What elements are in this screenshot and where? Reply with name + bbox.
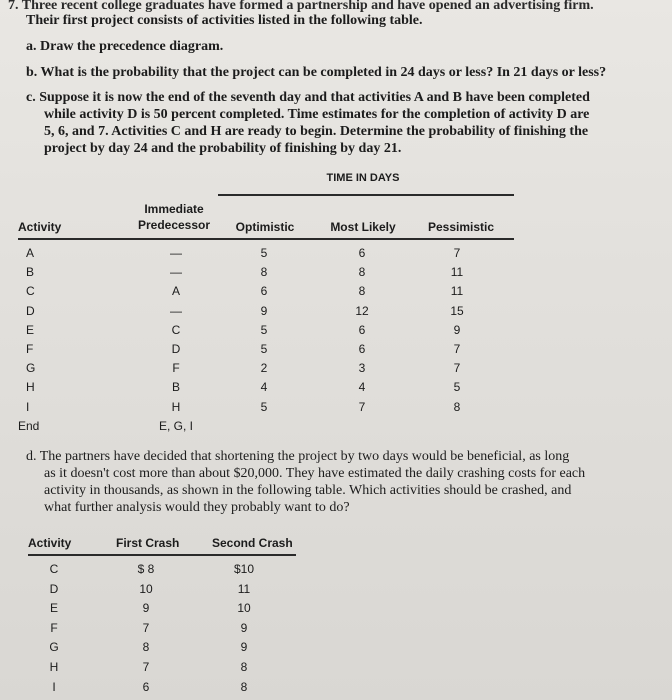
cell-pessimistic: 5 [453, 380, 461, 395]
header-rule [18, 238, 514, 240]
cell-second-crash: 11 [237, 581, 251, 596]
cell-pessimistic: 15 [450, 303, 464, 318]
cell-most-likely: 6 [358, 322, 366, 337]
cell-first-crash: 10 [139, 581, 153, 596]
cell-optimistic: 6 [260, 284, 268, 299]
cell-activity: D [26, 303, 35, 318]
cell-optimistic: 5 [260, 246, 268, 260]
cell-second-crash: 9 [240, 640, 248, 655]
part-c-line: while activity D is 50 percent completed. Time estimates for the completion of activity D are [44, 107, 590, 122]
cell-optimistic: 5 [260, 399, 268, 414]
cell-pessimistic: 7 [453, 361, 461, 376]
cell-most-likely: 3 [358, 361, 366, 376]
cell-optimistic: 4 [260, 380, 268, 395]
cell-most-likely: 8 [358, 284, 366, 299]
t2-header-activity: Activity [28, 536, 72, 550]
cell-first-crash: $ 8 [137, 562, 155, 576]
cell-pessimistic: 11 [450, 284, 464, 299]
cell-activity: G [49, 640, 59, 655]
col-header-pred-line1: Immediate [144, 202, 204, 216]
part-d-line: activity in thousands, as shown in the following table. Which activities should be crashed, and [44, 483, 572, 498]
cell-optimistic: 9 [260, 303, 268, 318]
cell-second-crash: 8 [240, 679, 248, 694]
cell-activity: F [50, 620, 58, 635]
t2-header-first: First Crash [116, 536, 180, 550]
cell-predecessor: B [171, 380, 180, 395]
cell-first-crash: 8 [142, 640, 150, 655]
cell-activity: A [26, 246, 35, 260]
cell-activity: F [26, 342, 34, 356]
cell-most-likely: 6 [358, 342, 366, 356]
cell-pessimistic: 11 [450, 265, 464, 280]
part-b: b. What is the probability that the project can be completed in 24 days or less? In 21 days or less? [26, 65, 607, 80]
part-d-line: what further analysis would they probably want to do? [44, 500, 350, 515]
cell-optimistic: 5 [260, 342, 268, 356]
cell-second-crash: 8 [240, 660, 248, 674]
cell-predecessor: H [171, 399, 181, 414]
cell-predecessor: F [172, 361, 180, 376]
cell-activity: E [26, 322, 35, 337]
cell-activity: End [18, 418, 40, 433]
cell-most-likely: 12 [355, 303, 369, 318]
intro-line-2: Their first project consists of activities listed in the following table. [26, 13, 423, 28]
cell-predecessor: C [171, 322, 181, 337]
col-header-pred-line2: Predecessor [137, 218, 211, 232]
cell-activity: B [26, 265, 35, 280]
cell-second-crash: 10 [237, 601, 251, 616]
cell-pessimistic: 7 [453, 342, 461, 356]
cell-activity: D [49, 581, 59, 596]
part-d-line: d. The partners have decided that shortening the project by two days would be beneficial, as long [26, 449, 570, 464]
part-a: a. Draw the precedence diagram. [26, 39, 224, 54]
cell-most-likely: 4 [358, 380, 366, 395]
col-header-optimistic: Optimistic [235, 220, 295, 234]
cell-optimistic: 8 [260, 265, 268, 280]
part-c-line: 5, 6, and 7. Activities C and H are ready to begin. Determine the probability of finishing the [44, 124, 589, 139]
cell-most-likely: 8 [358, 265, 366, 280]
cell-first-crash: 9 [142, 601, 150, 616]
cell-optimistic: 2 [260, 361, 268, 376]
part-c-line: project by day 24 and the probability of finishing by day 21. [44, 141, 402, 156]
cell-activity: C [26, 284, 35, 299]
cell-activity: I [26, 399, 30, 414]
col-header-activity: Activity [18, 220, 62, 234]
cell-activity: C [49, 562, 59, 576]
cell-first-crash: 7 [142, 660, 150, 674]
cell-activity: G [26, 361, 36, 376]
cell-predecessor: — [170, 265, 182, 280]
cell-first-crash: 7 [142, 620, 150, 635]
cell-activity: I [52, 679, 56, 694]
part-d-line: as it doesn't cost more than about $20,000. They have estimated the daily crashing costs for each [44, 466, 586, 481]
cell-predecessor: A [171, 284, 180, 299]
cell-pessimistic: 7 [453, 246, 461, 260]
cell-most-likely: 6 [358, 246, 366, 260]
cell-predecessor: — [170, 246, 182, 260]
cell-pessimistic: 9 [453, 322, 461, 337]
cell-activity: H [49, 660, 59, 674]
intro-line-1: 7. Three recent college graduates have formed a partnership and have opened an advertising firm. [8, 0, 594, 13]
t2-header-second: Second Crash [212, 536, 293, 550]
t2-header-rule [28, 554, 296, 556]
cell-most-likely: 7 [358, 399, 366, 414]
col-header-most-likely: Most Likely [330, 220, 396, 234]
cell-pessimistic: 8 [453, 399, 461, 414]
cell-predecessor: D [171, 342, 181, 356]
super-header-rule [218, 194, 514, 196]
cell-activity: H [26, 380, 35, 395]
col-header-pessimistic: Pessimistic [427, 220, 495, 234]
part-c-line: c. Suppose it is now the end of the seventh day and that activities A and B have been completed [26, 90, 590, 105]
cell-activity: E [49, 601, 58, 616]
time-in-days-header: TIME IN DAYS [326, 172, 400, 184]
cell-first-crash: 6 [142, 679, 150, 694]
cell-predecessor: — [170, 303, 182, 318]
cell-second-crash: 9 [240, 620, 248, 635]
cell-second-crash: $10 [233, 562, 255, 576]
cell-optimistic: 5 [260, 322, 268, 337]
cell-predecessor: E, G, I [158, 418, 193, 433]
